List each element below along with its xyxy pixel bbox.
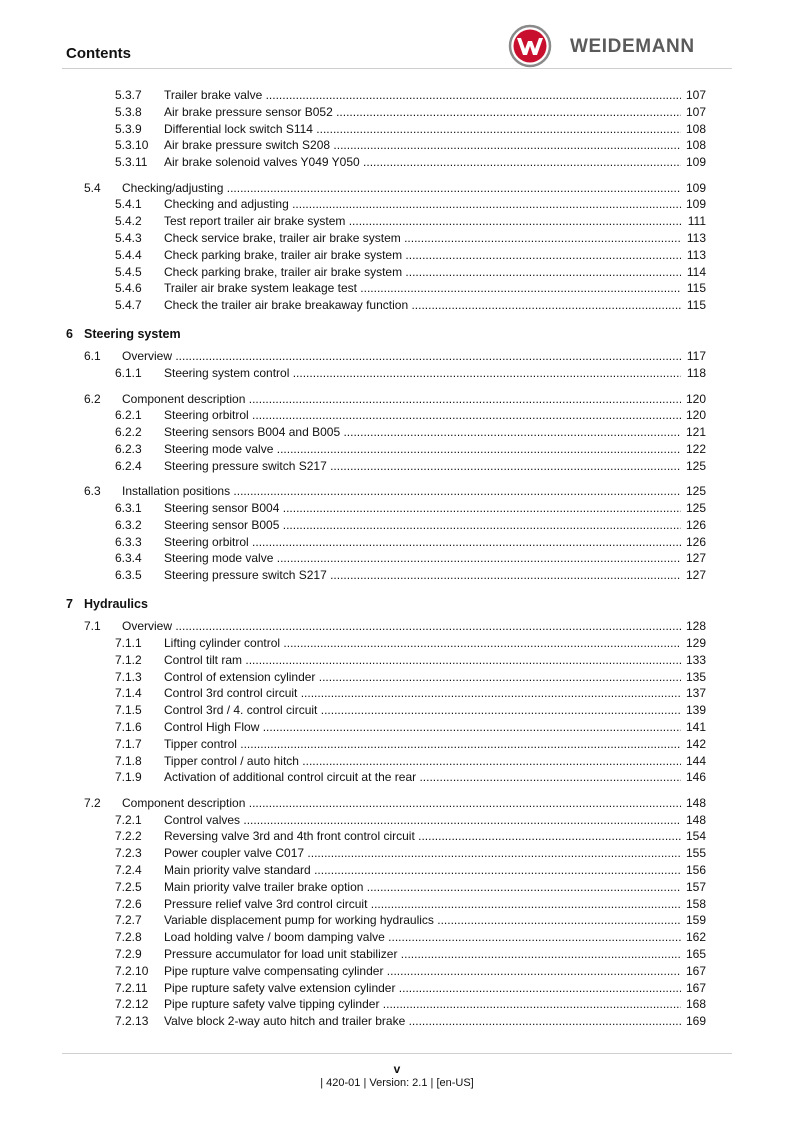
toc-entry[interactable]	[0, 247, 794, 264]
brand-name: WEIDEMANN	[570, 36, 695, 57]
toc-entry-number: 6.3.4	[115, 551, 142, 566]
toc-entry-page: 158	[685, 896, 706, 911]
toc-entry-title: Overview .....	[122, 618, 681, 635]
toc-entry[interactable]	[0, 685, 794, 702]
toc-entry-title: Steering mode valve .....	[164, 441, 681, 458]
toc-entry-page: 133	[685, 652, 706, 667]
toc-entry-title: Trailer air brake system leakage test .....	[164, 280, 681, 297]
toc-entry-title: Checking/adjusting .....	[122, 180, 681, 197]
toc-entry-page: 159	[685, 913, 706, 928]
toc-entry[interactable]	[0, 1013, 794, 1030]
toc-entry[interactable]	[0, 230, 794, 247]
toc-entry[interactable]	[0, 795, 794, 812]
toc-entry[interactable]	[0, 196, 794, 213]
toc-entry-page: 157	[685, 879, 706, 894]
toc-entry-page: 109	[685, 180, 706, 195]
toc-entry-number: 7.2.10	[115, 963, 149, 978]
toc-entry-title: Pipe rupture valve compensating cylinder .....	[164, 963, 681, 980]
toc-entry-number: 6.3.5	[115, 568, 142, 583]
toc-entry-title: Steering system	[84, 326, 181, 341]
toc-entry-page: 162	[685, 930, 706, 945]
toc-entry-title: Power coupler valve C017 .....	[164, 845, 681, 862]
toc-entry-page: 139	[685, 703, 706, 718]
toc-entry-title: Steering pressure switch S217 .....	[164, 458, 681, 475]
toc-entry[interactable]	[0, 458, 794, 475]
toc-entry-title: Activation of additional control circuit at the rear .....	[164, 769, 681, 786]
toc-entry-title: Control valves .....	[164, 812, 681, 829]
toc-entry-title: Pipe rupture safety valve extension cylinder .....	[164, 980, 681, 997]
toc-entry[interactable]	[0, 180, 794, 197]
toc-entry[interactable]	[0, 424, 794, 441]
toc-entry-number: 7.1.9	[115, 770, 142, 785]
toc-entry-title: Load holding valve / boom damping valve .....	[164, 929, 681, 946]
toc-entry-number: 5.4.5	[115, 264, 142, 279]
toc-entry-title: Check parking brake, trailer air brake system .....	[164, 247, 681, 264]
toc-entry[interactable]	[0, 946, 794, 963]
toc-entry[interactable]	[0, 297, 794, 314]
toc-entry-page: 118	[686, 366, 706, 381]
toc-entry-number: 6.2	[84, 391, 101, 406]
toc-entry-title: Valve block 2-way auto hitch and trailer brake .....	[164, 1013, 681, 1030]
toc-entry-title: Main priority valve trailer brake option .....	[164, 879, 681, 896]
toc-entry-title: Air brake pressure switch S208 .....	[164, 137, 681, 154]
toc-entry-title: Pressure accumulator for load unit stabilizer .....	[164, 946, 681, 963]
toc-entry[interactable]	[0, 929, 794, 946]
toc-entry-page: 107	[685, 88, 706, 102]
toc-entry[interactable]	[0, 391, 794, 408]
toc-entry-page: 168	[685, 997, 706, 1012]
toc-entry-number: 7.1.3	[115, 669, 142, 684]
toc-entry-page: 120	[685, 391, 706, 406]
toc-entry-number: 6.2.4	[115, 458, 142, 473]
toc-entry-title: Variable displacement pump for working hydraulics .....	[164, 912, 681, 929]
toc-entry-number: 5.4	[84, 180, 101, 195]
toc-entry-title: Steering mode valve .....	[164, 550, 681, 567]
toc-entry-title: Component description .....	[122, 391, 681, 408]
toc-entry[interactable]	[0, 154, 794, 171]
toc-entry-page: 141	[685, 720, 706, 735]
toc-entry[interactable]	[0, 264, 794, 281]
toc-entry-number: 7.1.8	[115, 753, 142, 768]
toc-entry[interactable]	[0, 719, 794, 736]
toc-entry-page: 120	[685, 408, 706, 423]
toc-entry-page: 154	[685, 829, 706, 844]
toc-entry-title: Pipe rupture safety valve tipping cylinder .....	[164, 996, 681, 1013]
toc-entry[interactable]	[0, 736, 794, 753]
toc-entry-number: 6.2.2	[115, 425, 142, 440]
toc-entry[interactable]	[0, 87, 794, 104]
toc-entry-title: Check service brake, trailer air brake system .....	[164, 230, 681, 247]
toc-entry[interactable]	[0, 812, 794, 829]
toc-entry[interactable]	[0, 121, 794, 138]
toc-entry-page: 109	[685, 197, 706, 212]
toc-entry-title: Check the trailer air brake breakaway function .....	[164, 297, 681, 314]
header-divider	[62, 68, 732, 69]
toc-entry-page: 129	[685, 636, 706, 651]
toc-entry-title: Steering system control .....	[164, 365, 681, 382]
toc-entry[interactable]	[0, 896, 794, 913]
toc-entry-page: 125	[685, 500, 706, 515]
toc-entry-number: 5.4.7	[115, 298, 142, 313]
toc-entry-title: Installation positions .....	[122, 483, 681, 500]
toc-entry-number: 7.1.2	[115, 652, 142, 667]
toc-entry-number: 6.3.2	[115, 517, 142, 532]
toc-entry-page: 165	[685, 947, 706, 962]
toc-entry-number: 5.3.8	[115, 104, 142, 119]
toc-entry-page: 167	[685, 963, 706, 978]
toc-entry[interactable]	[0, 483, 794, 500]
toc-entry[interactable]	[0, 845, 794, 862]
toc-entry-number: 6.3	[84, 484, 101, 499]
toc-entry-page: 169	[685, 1014, 706, 1029]
toc-entry-number: 6.2.3	[115, 441, 142, 456]
toc-entry-number: 7.2.4	[115, 863, 142, 878]
toc-entry-number: 5.3.9	[115, 121, 142, 136]
toc-entry-number: 7.2.8	[115, 930, 142, 945]
toc-entry-title: Control 3rd / 4. control circuit .....	[164, 702, 681, 719]
toc-entry-title: Check parking brake, trailer air brake system .....	[164, 264, 681, 281]
toc-entry-number: 7.2.9	[115, 947, 142, 962]
toc-entry-number: 7.2.1	[115, 812, 142, 827]
toc-entry[interactable]	[0, 500, 794, 517]
toc-entry-page: 126	[685, 517, 706, 532]
toc-entry-page: 121	[685, 425, 706, 440]
toc-entry[interactable]	[0, 996, 794, 1013]
toc-entry-number: 7.2.6	[115, 896, 142, 911]
toc-entry-number: 7.2.7	[115, 913, 142, 928]
toc-entry-page: 144	[685, 753, 706, 768]
toc-entry[interactable]	[0, 669, 794, 686]
toc-entry-number: 5.4.1	[115, 197, 142, 212]
toc-entry-title: Reversing valve 3rd and 4th front control circuit .....	[164, 828, 681, 845]
toc-entry-page: 115	[686, 298, 706, 313]
toc-entry-page: 113	[686, 230, 706, 245]
toc-entry-number: 6.2.1	[115, 408, 142, 423]
toc-entry-page: 114	[686, 264, 706, 279]
toc-entry-page: 115	[686, 281, 706, 296]
toc-entry-number: 7.1.7	[115, 736, 142, 751]
toc-entry-title: Control 3rd control circuit .....	[164, 685, 681, 702]
toc-entry-number: 5.4.3	[115, 230, 142, 245]
toc-entry-title: Test report trailer air brake system .....	[164, 213, 681, 230]
toc-entry-page: 108	[685, 121, 706, 136]
toc-entry[interactable]	[0, 104, 794, 121]
toc-entry-number: 6.1.1	[115, 366, 142, 381]
toc-entry-number: 7.1	[84, 619, 101, 634]
toc-entry[interactable]	[0, 828, 794, 845]
toc-entry-number: 7.1.6	[115, 720, 142, 735]
toc-entry[interactable]	[0, 517, 794, 534]
toc-entry-page: 117	[686, 349, 706, 364]
toc-entry-number: 5.4.2	[115, 214, 142, 229]
page-title: Contents	[66, 45, 131, 62]
toc-entry[interactable]	[0, 407, 794, 424]
toc-entry-page: 135	[685, 669, 706, 684]
footer-page-number: v	[393, 1062, 401, 1076]
toc-entry[interactable]	[0, 596, 794, 613]
toc-entry-page: 113	[686, 247, 706, 262]
toc-entry-page: 125	[685, 458, 706, 473]
toc-entry-number: 7.2.2	[115, 829, 142, 844]
toc-entry-title: Control of extension cylinder .....	[164, 669, 681, 686]
toc-entry-page: 107	[685, 104, 706, 119]
toc-entry[interactable]	[0, 550, 794, 567]
toc-entry[interactable]	[0, 348, 794, 365]
toc-entry-page: 127	[685, 551, 706, 566]
toc-entry-title: Steering orbitrol .....	[164, 407, 681, 424]
toc-entry-title: Control High Flow .....	[164, 719, 681, 736]
toc-entry-number: 7.2.5	[115, 879, 142, 894]
toc-entry-title: Steering sensor B004 .....	[164, 500, 681, 517]
toc-entry[interactable]	[0, 652, 794, 669]
toc-entry-page: 142	[685, 736, 706, 751]
toc-entry-title: Overview .....	[122, 348, 681, 365]
toc-entry-number: 5.3.11	[115, 155, 148, 170]
toc-entry-number: 5.4.4	[115, 247, 142, 262]
toc-entry-page: 111	[687, 214, 706, 229]
toc-entry-title: Main priority valve standard .....	[164, 862, 681, 879]
table-of-contents	[0, 87, 794, 1030]
toc-entry-title: Steering sensors B004 and B005 .....	[164, 424, 681, 441]
weidemann-logo-icon	[508, 24, 552, 68]
toc-entry[interactable]	[0, 365, 794, 382]
toc-entry[interactable]	[0, 213, 794, 230]
toc-entry[interactable]	[0, 963, 794, 980]
toc-entry-title: Pressure relief valve 3rd control circuit .....	[164, 896, 681, 913]
toc-entry-number: 7.2.13	[115, 1014, 149, 1029]
toc-entry[interactable]	[0, 635, 794, 652]
toc-entry-title: Steering orbitrol .....	[164, 534, 681, 551]
toc-entry-number: 7.2.12	[115, 997, 149, 1012]
toc-entry[interactable]	[0, 769, 794, 786]
toc-entry-title: Air brake pressure sensor B052 .....	[164, 104, 681, 121]
toc-entry-title: Steering pressure switch S217 .....	[164, 567, 681, 584]
toc-entry-page: 108	[685, 138, 706, 153]
toc-entry-number: 5.3.10	[115, 138, 149, 153]
toc-entry[interactable]	[0, 862, 794, 879]
toc-entry[interactable]	[0, 326, 794, 343]
toc-entry[interactable]	[0, 534, 794, 551]
toc-entry-title: Control tilt ram .....	[164, 652, 681, 669]
toc-entry-number: 7.2.11	[115, 980, 148, 995]
toc-entry-page: 137	[685, 686, 706, 701]
toc-entry[interactable]	[0, 879, 794, 896]
toc-entry-number: 7.1.4	[115, 686, 142, 701]
toc-entry-title: Trailer brake valve .....	[164, 87, 681, 104]
toc-entry[interactable]	[0, 137, 794, 154]
toc-entry-title: Steering sensor B005 .....	[164, 517, 681, 534]
toc-entry[interactable]	[0, 753, 794, 770]
toc-entry-number: 6.3.1	[115, 500, 142, 515]
toc-entry-number: 5.4.6	[115, 281, 142, 296]
toc-entry-number: 7	[66, 596, 73, 611]
toc-entry-title: Tipper control .....	[164, 736, 681, 753]
brand-logo	[508, 24, 738, 68]
toc-entry[interactable]	[0, 980, 794, 997]
toc-entry-title: Differential lock switch S114 .....	[164, 121, 681, 138]
toc-entry-page: 148	[685, 812, 706, 827]
toc-entry[interactable]	[0, 441, 794, 458]
toc-entry-title: Air brake solenoid valves Y049 Y050 .....	[164, 154, 681, 171]
toc-entry-number: 6	[66, 326, 73, 341]
toc-entry-page: 122	[685, 441, 706, 456]
toc-entry-title: Checking and adjusting .....	[164, 196, 681, 213]
toc-entry-title: Tipper control / auto hitch .....	[164, 753, 681, 770]
toc-entry-page: 126	[685, 534, 706, 549]
toc-entry-page: 128	[685, 619, 706, 634]
footer-divider	[62, 1053, 732, 1054]
toc-entry-number: 7.1.1	[115, 636, 142, 651]
toc-entry-page: 156	[685, 863, 706, 878]
toc-entry[interactable]	[0, 618, 794, 635]
toc-entry-number: 7.2	[84, 795, 101, 810]
toc-entry-page: 167	[685, 980, 706, 995]
footer-version-info: | 420-01 | Version: 2.1 | [en-US]	[320, 1077, 474, 1089]
toc-entry-number: 7.1.5	[115, 703, 142, 718]
toc-entry[interactable]	[0, 280, 794, 297]
toc-entry-number: 5.3.7	[115, 88, 142, 102]
toc-entry[interactable]	[0, 567, 794, 584]
toc-entry-page: 146	[685, 770, 706, 785]
toc-entry-page: 125	[685, 484, 706, 499]
toc-entry-page: 109	[685, 155, 706, 170]
toc-entry-title: Hydraulics	[84, 596, 148, 611]
toc-entry-page: 127	[685, 568, 706, 583]
toc-entry-page: 155	[685, 846, 706, 861]
toc-entry[interactable]	[0, 702, 794, 719]
toc-entry-page: 148	[685, 795, 706, 810]
toc-entry-title: Lifting cylinder control .....	[164, 635, 681, 652]
toc-entry-number: 6.3.3	[115, 534, 142, 549]
toc-entry-title: Component description .....	[122, 795, 681, 812]
toc-entry[interactable]	[0, 912, 794, 929]
toc-entry-number: 7.2.3	[115, 846, 142, 861]
toc-entry-number: 6.1	[84, 349, 101, 364]
